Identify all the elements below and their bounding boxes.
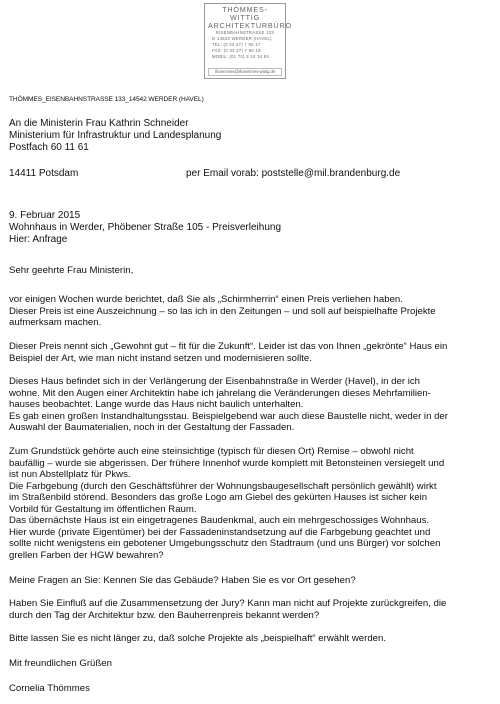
date-subject-block — [9, 210, 281, 246]
text-line: Vorbild für Gestaltung im öffentlichen Raum. — [9, 503, 197, 515]
recipient-line2: Ministerium für Infrastruktur und Landesplanung — [9, 130, 222, 141]
recipient-address — [9, 118, 221, 154]
paragraph-6 — [9, 598, 446, 621]
text-line: Cornelia Thömmes — [9, 683, 90, 694]
text-line: Die Farbgebung (durch den Geschäftsführer der Wohnungsbaugesellschaft persönlich gewählt) wirkt — [9, 480, 437, 492]
letterhead-fax: FAX: (0 33 27) 7 90 19 — [212, 48, 261, 53]
paragraph-3 — [9, 376, 448, 434]
text-line: Auswahl der Baumaterialien, noch in der Gestaltung der Fassaden. — [9, 422, 295, 433]
text-line: Dieses Haus befindet sich in der Verlängerung der Eisenbahnstraße in Werder (Havel), in der ich — [9, 376, 420, 387]
text-line: Haben Sie Einfluß auf die Zusammensetzung der Jury? Kann man nicht auf Projekte zurückgreifen, die — [9, 598, 447, 609]
letterhead-street: EISENBAHNSTRASSE 133 — [216, 30, 274, 35]
text-line: vor einigen Wochen wurde berichtet, daß Sie als „Schirmherrin“ einen Preis verliehen haben. — [9, 294, 403, 305]
salutation: Sehr geehrte Frau Ministerin, — [9, 265, 134, 276]
text-line: Hier wurde (private Eigentümer) bei der Fassadeninstandsetzung auf die Farbgebung geachtet und — [9, 526, 431, 538]
signature-name — [9, 683, 90, 695]
email-note: per Email vorab: poststelle@mil.brandenburg.de — [186, 168, 401, 179]
closing — [9, 658, 112, 670]
text-line: Mit freundlichen Grüßen — [9, 658, 112, 669]
paragraph-5 — [9, 575, 356, 587]
paragraph-4 — [9, 446, 444, 561]
text-line: im Straßenbild störend. Besonders das große Logo am Giebel des gekürten Hauses ist sicher kein — [9, 492, 428, 503]
letterhead-name: THÖMMES-WITTIG — [222, 5, 268, 22]
paragraph-7 — [9, 633, 386, 645]
paragraph-1 — [9, 294, 436, 329]
text-line: grellen Farben der HGW bewahren? — [9, 549, 164, 561]
letter-date: 9. Februar 2015 — [9, 210, 81, 221]
text-line: Beispiel der Art, wie man nicht instand setzen und modernisieren sollte. — [9, 352, 312, 364]
letterhead-email: thoemmes@thoemmes-wittig.de — [208, 68, 282, 76]
text-line: sollte nicht wenigstens ein gebotener Umgebungsschutz den Stadtraum (und uns Bürger) vor solchen — [9, 538, 441, 549]
text-line: baufällig – wurde sie abgerissen. Der frühere Innenhof wurde komplett mit Betonsteinen versiegelt und — [9, 457, 445, 469]
text-line: Es gab einen großen Instandhaltungsstau. Beispielgebend war auch diese Baustelle nicht, weder in der — [9, 410, 448, 422]
subject-line: Wohnhaus in Werder, Phöbener Straße 105 - Preisverleihung — [9, 222, 282, 233]
recipient-city: 14411 Potsdam — [9, 168, 79, 179]
text-line: Zum Grundstück gehörte auch eine steinsichtige (typisch für diesen Ort) Remise – obwohl nicht — [9, 446, 414, 457]
text-line: wohne. Mit den Augen einer Architektin habe ich jahrelang die Veränderungen dieses Mehrfamilien- — [9, 387, 431, 399]
text-line: Das übernächste Haus ist ein eingetragenes Baudenkmal, auch ein mehrgeschossiges Wohnhaus. — [9, 515, 430, 526]
text-line: hauses beobachtet. Lange wurde das Haus nicht baulich unterhalten. — [9, 399, 304, 410]
letterhead-city: D-14542 WERDER (HAVEL) — [212, 36, 272, 41]
text-line: Dieser Preis ist eine Auszeichnung – so las ich in den Zeitungen – und soll auf beispielhafte Projekte — [9, 305, 436, 317]
recipient-line3: Postfach 60 11 61 — [9, 142, 89, 153]
letterhead-tel: TEL: (0 33 27) 7 90 17 — [212, 42, 261, 47]
subject-request: Hier: Anfrage — [9, 234, 68, 245]
sender-address-line: THÖMMES_EISENBAHNSTRASSE 133_14542 WERDER (HAVEL) — [9, 96, 204, 103]
text-line: ist nun Abstellplatz für Pkws. — [9, 469, 131, 480]
paragraph-2 — [9, 341, 447, 364]
text-line: Dieser Preis nennt sich „Gewohnt gut – fit für die Zukunft“. Leider ist das von Ihnen „gekrönte“ Haus ein — [9, 341, 448, 352]
letterhead-logo — [204, 3, 292, 79]
text-line: Bitte lassen Sie es nicht länger zu, daß solche Projekte als „beispielhaft“ erwählt werden. — [9, 633, 387, 644]
letterhead-mobil: MOBIL: (01 70) 2 24 34 84 — [212, 54, 270, 59]
text-line: Meine Fragen an Sie: Kennen Sie das Gebäude? Haben Sie es vor Ort gesehen? — [9, 575, 356, 586]
recipient-line1: An die Ministerin Frau Kathrin Schneider — [9, 118, 189, 129]
text-line: aufmerksam machen. — [9, 317, 102, 328]
letterhead-firm: ARCHITEKTURBÜRO — [208, 21, 292, 30]
text-line: durch den Tag der Architektur bzw. den Bauherrenpreis bekannt werden? — [9, 609, 320, 621]
